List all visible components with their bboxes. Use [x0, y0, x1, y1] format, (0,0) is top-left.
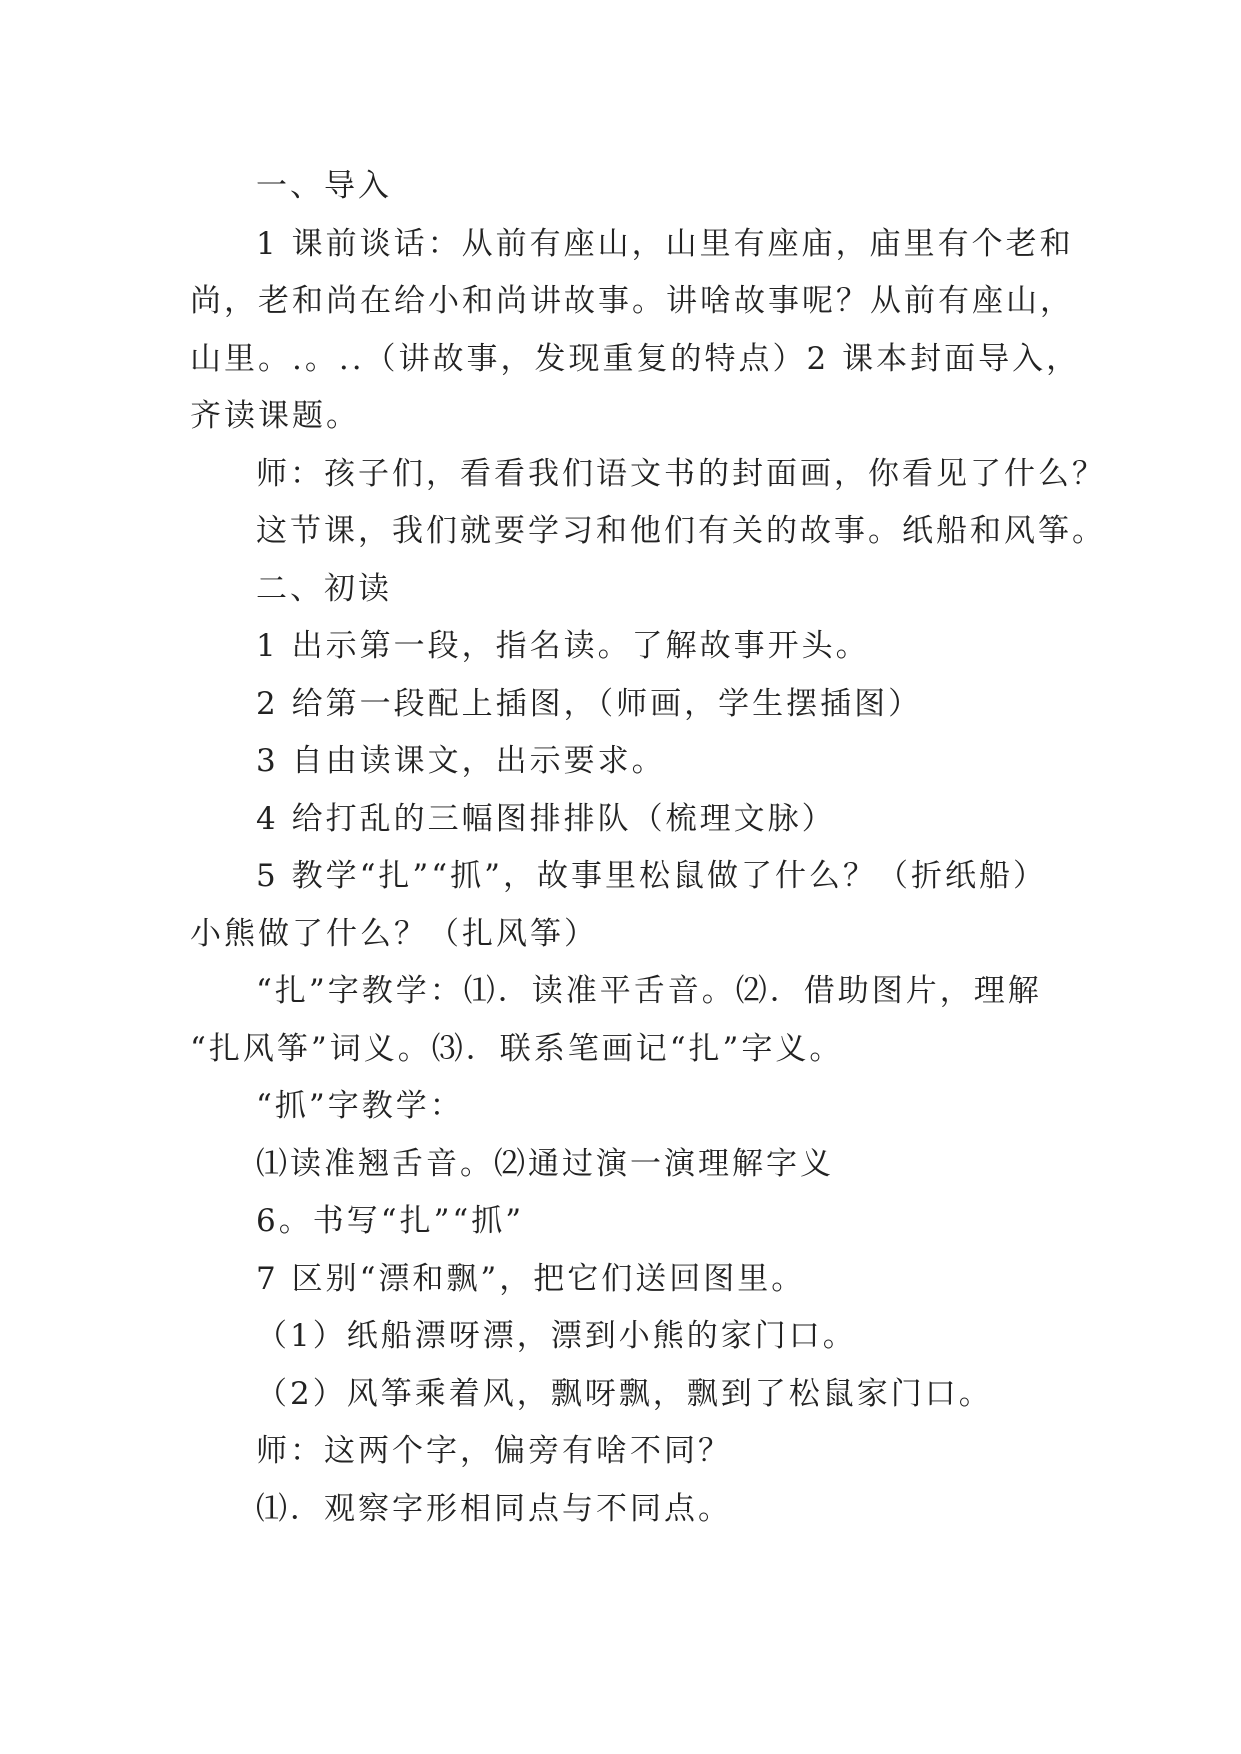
paragraph-line: 小熊做了什么？（扎风筝） — [190, 915, 598, 952]
paragraph-line: 山里。.。..（讲故事，发现重复的特点）2 课本封面导入， — [190, 340, 1081, 377]
paragraph-line: ⑴．观察字形相同点与不同点。 — [256, 1490, 732, 1527]
paragraph-line: 齐读课题。 — [190, 398, 360, 434]
paragraph-line: 师：孩子们，看看我们语文书的封面画，你看见了什么？ — [256, 455, 1106, 492]
paragraph-line: 1 出示第一段，指名读。了解故事开头。 — [256, 628, 870, 664]
paragraph-line: 尚，老和尚在给小和尚讲故事。讲啥故事呢？从前有座山， — [190, 283, 1074, 319]
paragraph-line: 5 教学“扎”“抓”，故事里松鼠做了什么？（折纸船） — [256, 858, 1047, 894]
paragraph-line: 6。书写“扎”“抓” — [256, 1203, 525, 1239]
paragraph-line: 这节课，我们就要学习和他们有关的故事。纸船和风筝。 — [256, 513, 1106, 549]
paragraph-line: 7 区别“漂和飘”，把它们送回图里。 — [256, 1260, 806, 1297]
document-body — [190, 158, 1106, 1538]
paragraph-line: 3 自由读课文，出示要求。 — [256, 743, 666, 779]
paragraph-line: 1 课前谈话：从前有座山，山里有座庙，庙里有个老和 — [256, 225, 1074, 262]
section-heading-first-reading: 二、初读 — [256, 570, 392, 607]
section-heading-intro: 一、导入 — [256, 168, 392, 204]
paragraph-line: “扎风筝”词义。⑶．联系笔画记“扎”字义。 — [190, 1030, 844, 1067]
paragraph-line: 4 给打乱的三幅图排排队（梳理文脉） — [256, 800, 836, 837]
paragraph-line: ⑴读准翘舌音。⑵通过演一演理解字义 — [256, 1145, 834, 1182]
paragraph-line: “扎”字教学：⑴．读准平舌音。⑵．借助图片，理解 — [256, 973, 1042, 1009]
paragraph-line: “抓”字教学： — [256, 1088, 464, 1124]
paragraph-line: 师：这两个字，偏旁有啥不同？ — [256, 1433, 732, 1469]
paragraph-line: 2 给第一段配上插图，（师画，学生摆插图） — [256, 685, 923, 722]
paragraph-line: （2）风筝乘着风，飘呀飘，飘到了松鼠家门口。 — [256, 1375, 993, 1412]
paragraph-line: （1）纸船漂呀漂，漂到小熊的家门口。 — [256, 1318, 857, 1354]
